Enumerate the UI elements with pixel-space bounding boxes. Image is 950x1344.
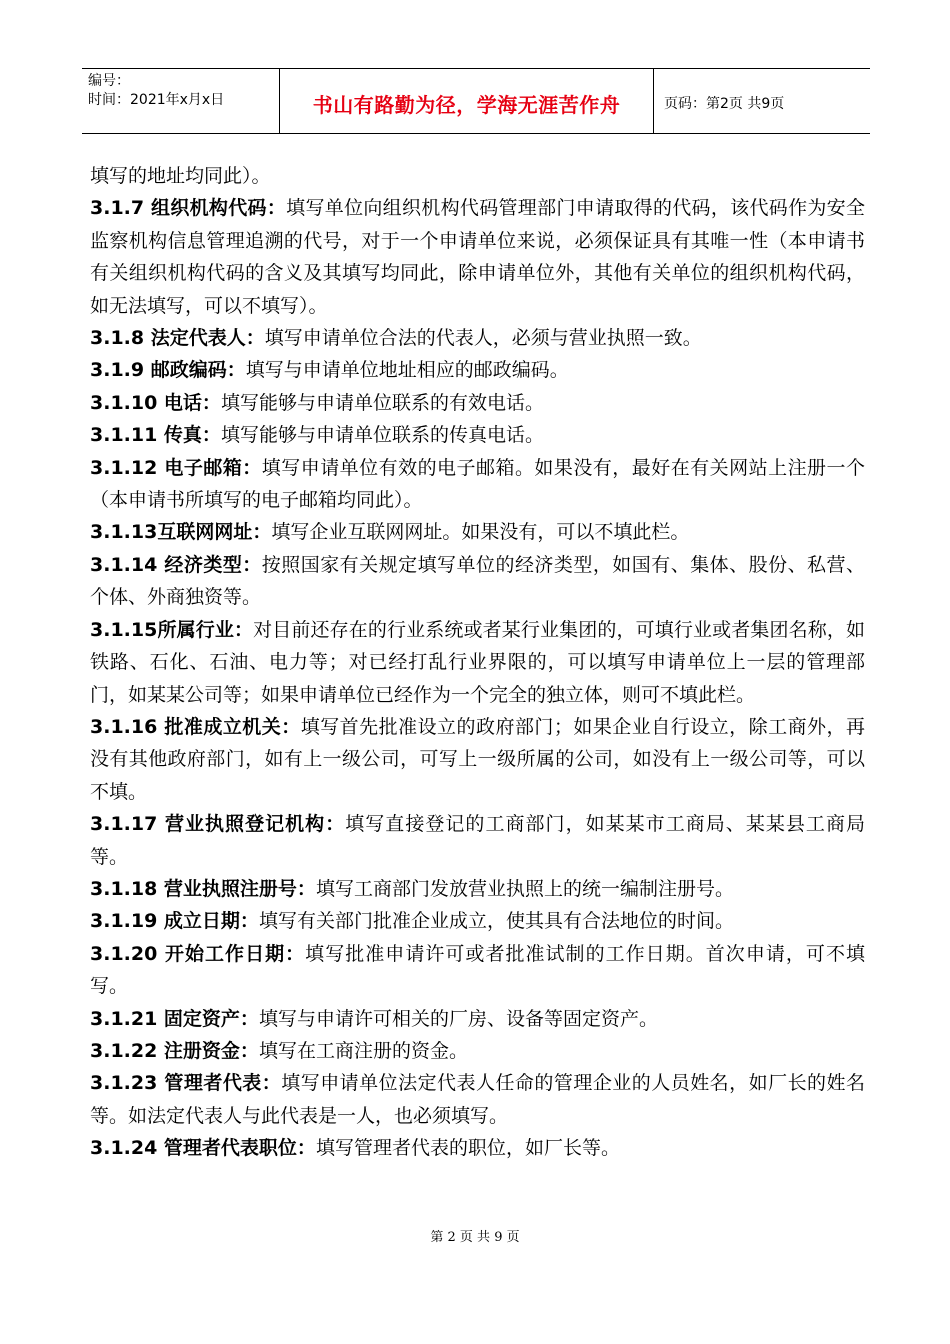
page-header bbox=[82, 68, 870, 134]
paragraph-text: 填写申请单位有效的电子邮箱。如果没有，最好在有关网站上注册一个（本申请书所填写的电子邮箱均同此）。 bbox=[90, 456, 865, 512]
paragraph bbox=[90, 192, 865, 322]
paragraph-text: 填写管理者代表的职位，如厂长等。 bbox=[315, 1137, 620, 1160]
paragraph-term: 3.1.14 经济类型： bbox=[90, 553, 262, 576]
paragraph-term: 3.1.23 管理者代表： bbox=[90, 1072, 282, 1095]
paragraph-term: 3.1.22 注册资金： bbox=[90, 1039, 259, 1062]
paragraph bbox=[90, 1035, 865, 1067]
paragraph-term: 3.1.15所属行业： bbox=[90, 618, 254, 641]
paragraph bbox=[90, 160, 865, 192]
paragraph-text: 填写有关部门批准企业成立，使其具有合法地位的时间。 bbox=[258, 910, 734, 933]
paragraph-term: 3.1.17 营业执照登记机构： bbox=[90, 813, 346, 836]
paragraph-text: 填写能够与申请单位联系的传真电话。 bbox=[220, 424, 544, 447]
paragraph-text: 填写工商部门发放营业执照上的统一编制注册号。 bbox=[315, 877, 734, 900]
paragraph-text: 填写的地址均同此）。 bbox=[90, 165, 271, 187]
paragraph-text: 填写首先批准设立的政府部门；如果企业自行设立，除工商外，再没有其他政府部门，如有上一级公司，可写上一级所属的公司，如没有上一级公司等，可以不填。 bbox=[90, 715, 865, 803]
paragraph-text: 填写与申请许可相关的厂房、设备等固定资产。 bbox=[258, 1007, 658, 1030]
paragraph-term: 3.1.24 管理者代表职位： bbox=[90, 1137, 316, 1160]
paragraph-term: 3.1.16 批准成立机关： bbox=[90, 715, 301, 738]
paragraph bbox=[90, 711, 865, 808]
paragraph bbox=[90, 808, 865, 873]
paragraph bbox=[90, 905, 865, 937]
paragraph-term: 3.1.11 传真： bbox=[90, 424, 221, 447]
paragraph-text: 按照国家有关规定填写单位的经济类型，如国有、集体、股份、私营、个体、外商独资等。 bbox=[90, 553, 865, 609]
paragraph-term: 3.1.19 成立日期： bbox=[90, 910, 259, 933]
header-meta bbox=[82, 69, 280, 133]
paragraph bbox=[90, 322, 865, 354]
document-number: 编号： bbox=[88, 73, 130, 89]
paragraph bbox=[90, 1067, 865, 1132]
paragraph-text: 填写批准申请许可或者批准试制的工作日期。首次申请，可不填写。 bbox=[90, 942, 865, 998]
paragraph bbox=[90, 1132, 865, 1164]
paragraph-text: 填写直接登记的工商部门，如某某市工商局、某某县工商局等。 bbox=[90, 813, 865, 868]
paragraph-text: 填写申请单位法定代表人任命的管理企业的人员姓名，如厂长的姓名等。如法定代表人与此代表是一人，也必须填写。 bbox=[90, 1072, 865, 1127]
paragraph bbox=[90, 516, 865, 548]
page-footer: 第 2 页 共 9 页 bbox=[430, 1230, 520, 1245]
paragraph-text: 填写申请单位合法的代表人，必须与营业执照一致。 bbox=[264, 327, 702, 350]
paragraph bbox=[90, 873, 865, 905]
paragraph bbox=[90, 387, 865, 419]
header-motto: 书山有路勤为径，学海无涯苦作舟 bbox=[280, 69, 654, 133]
paragraph-term: 3.1.21 固定资产： bbox=[90, 1007, 259, 1030]
paragraph-term: 3.1.12 电子邮箱： bbox=[90, 456, 262, 479]
paragraph-text: 填写与申请单位地址相应的邮政编码。 bbox=[245, 359, 569, 382]
paragraph bbox=[90, 452, 865, 517]
paragraph-text: 填写单位向组织机构代码管理部门申请取得的代码，该代码作为安全监察机构信息管理追溯的代号，对于一个申请单位来说，必须保证具有其唯一性（本申请书有关组织机构代码的含义及其填写均同此，除申请单位外，其他有关单位的组织机构代码，如无法填写，可以不填写）。 bbox=[90, 197, 865, 317]
paragraph-text: 对目前还存在的行业系统或者某行业集团的，可填行业或者集团名称，如铁路、石化、石油、电力等；对已经打乱行业界限的，可以填写申请单位上一层的管理部门，如某某公司等；如果申请单位已经作为一个完全的独立体，则可不填此栏。 bbox=[90, 618, 865, 706]
document-time: 时间：2021年x月x日 bbox=[88, 92, 225, 108]
paragraph-text: 填写在工商注册的资金。 bbox=[258, 1039, 468, 1062]
paragraph-text: 填写企业互联网网址。如果没有，可以不填此栏。 bbox=[271, 521, 690, 544]
paragraph bbox=[90, 419, 865, 451]
paragraph bbox=[90, 354, 865, 386]
paragraph-text: 填写能够与申请单位联系的有效电话。 bbox=[220, 391, 544, 414]
paragraph-term: 3.1.9 邮政编码： bbox=[90, 359, 246, 382]
document-body bbox=[90, 160, 865, 1165]
paragraph bbox=[90, 1003, 865, 1035]
paragraph bbox=[90, 938, 865, 1003]
paragraph-term: 3.1.10 电话： bbox=[90, 391, 221, 414]
paragraph-term: 3.1.20 开始工作日期： bbox=[90, 942, 306, 965]
paragraph bbox=[90, 549, 865, 614]
paragraph-term: 3.1.13互联网网址： bbox=[90, 521, 272, 544]
header-page-number: 页码：第2页 共9页 bbox=[664, 96, 785, 112]
paragraph-term: 3.1.18 营业执照注册号： bbox=[90, 877, 316, 900]
paragraph bbox=[90, 614, 865, 711]
paragraph-term: 3.1.7 组织机构代码： bbox=[90, 197, 287, 220]
paragraph-term: 3.1.8 法定代表人： bbox=[90, 327, 265, 350]
